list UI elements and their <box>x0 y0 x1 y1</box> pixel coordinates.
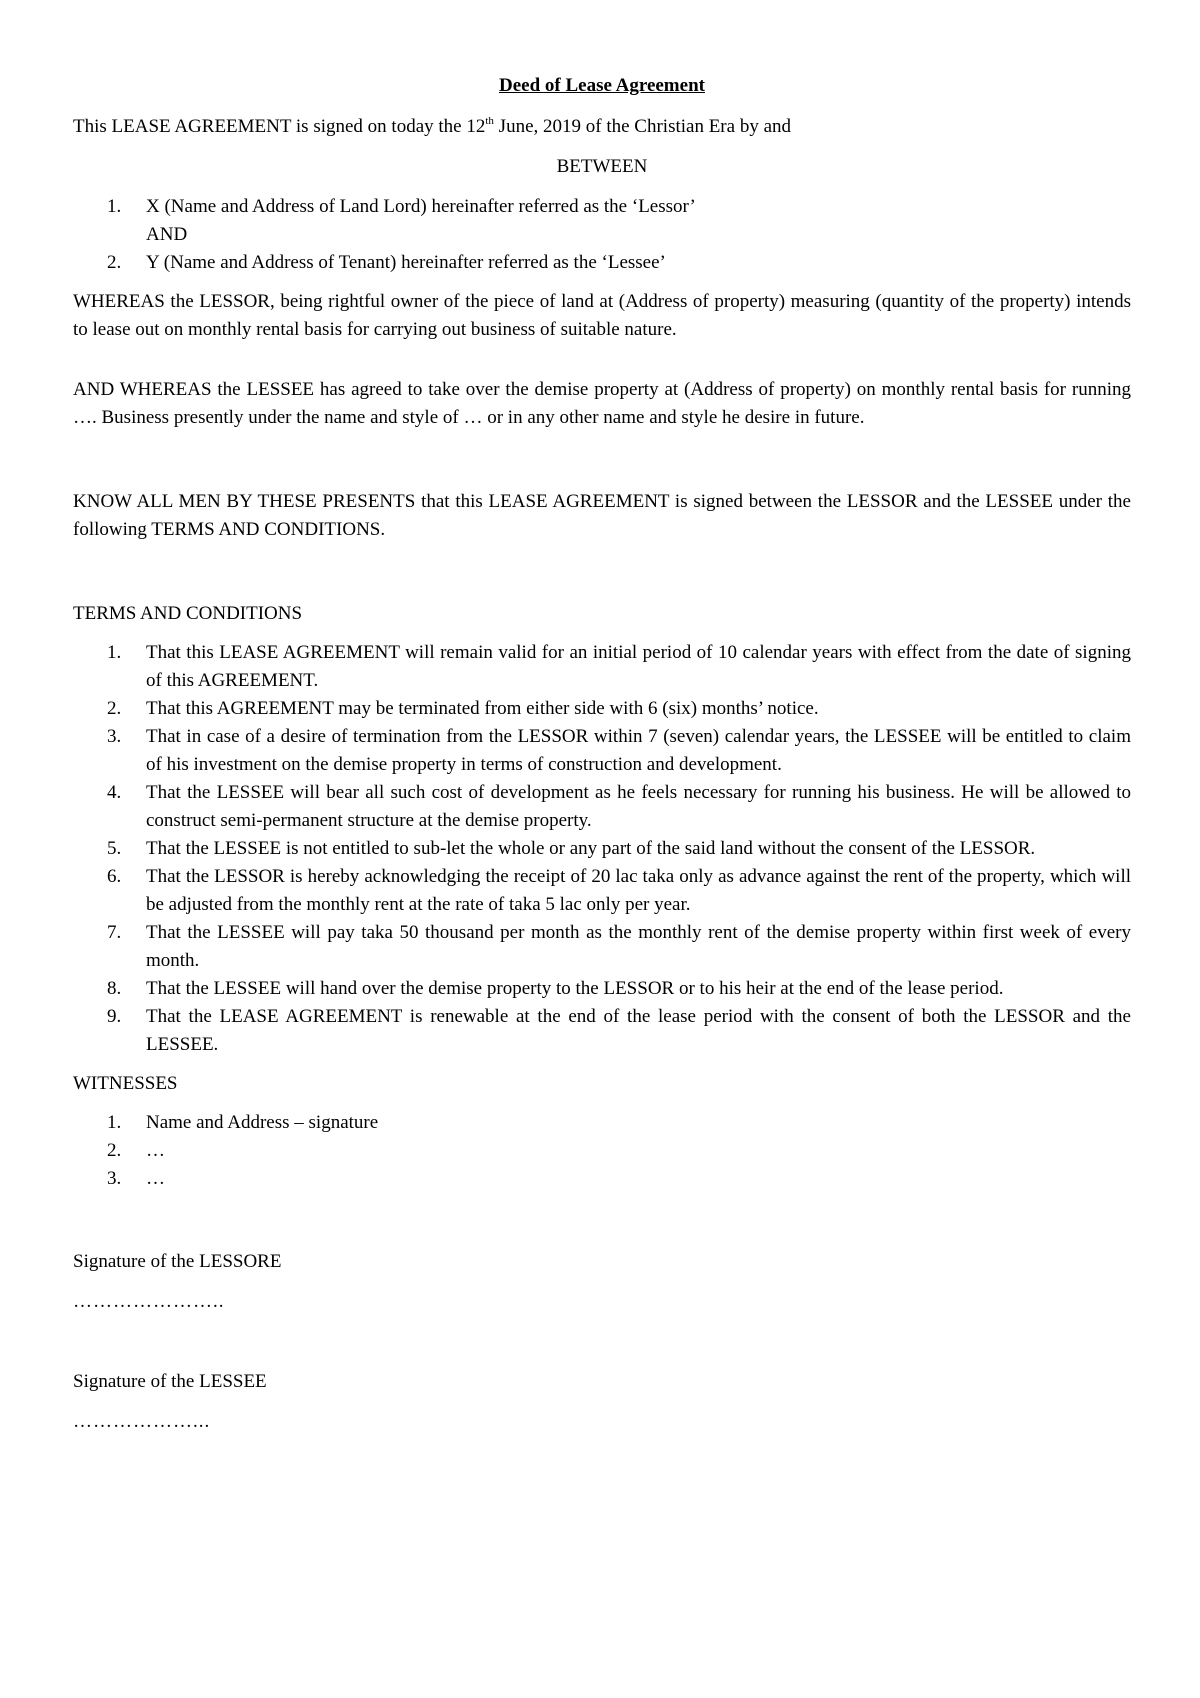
witness-item <box>73 1165 1131 1193</box>
list-number: 5. <box>107 838 122 859</box>
list-number: 7. <box>107 922 122 943</box>
term-item <box>73 723 1131 779</box>
witness-item <box>73 1109 1131 1137</box>
term-text: That the LESSEE will bear all such cost of development as he feels necessary for running his business. He will be allowed to construct semi-permanent structure at the demise property. <box>146 782 1131 831</box>
party-text: X (Name and Address of Land Lord) hereinafter referred as the ‘Lessor’ <box>146 196 696 217</box>
term-item <box>73 863 1131 919</box>
witness-text: Name and Address – signature <box>146 1112 379 1133</box>
between-heading: BETWEEN <box>556 156 648 177</box>
term-text: That the LESSEE will hand over the demise property to the LESSOR or to his heir at the end of the lease period. <box>146 978 1004 999</box>
lessee-signature-label: Signature of the LESSEE <box>73 1371 267 1392</box>
party-text: Y (Name and Address of Tenant) hereinafter referred as the ‘Lessee’ <box>146 252 666 273</box>
term-text: That the LESSEE is not entitled to sub-let the whole or any part of the said land without the consent of the LESSOR. <box>146 838 1036 859</box>
term-item <box>73 1003 1131 1059</box>
list-number: 6. <box>107 866 122 887</box>
witness-item <box>73 1137 1131 1165</box>
party-item <box>73 249 1131 277</box>
term-item <box>73 695 1131 723</box>
intro-paragraph <box>73 113 1131 141</box>
intro-text-after: June, 2019 of the Christian Era by and <box>493 116 792 137</box>
whereas-paragraph: WHEREAS the LESSOR, being rightful owner of the piece of land at (Address of property) measuring (quantity of the property) intends to lease out on monthly rental basis for carrying out business of suitable nature. <box>73 291 1131 340</box>
term-text: That in case of a desire of termination from the LESSOR within 7 (seven) calendar years, the LESSEE will be entitled to claim of his investment on the demise property in terms of construction and development. <box>146 726 1131 775</box>
party-item <box>73 193 1131 221</box>
list-number: 2. <box>107 698 122 719</box>
document-title: Deed of Lease Agreement <box>499 75 705 96</box>
list-number: 9. <box>107 1006 122 1027</box>
intro-text-before: This LEASE AGREEMENT is signed on today the 12 <box>73 116 486 137</box>
list-number: 8. <box>107 978 122 999</box>
and-whereas-paragraph: AND WHEREAS the LESSEE has agreed to take over the demise property at (Address of property) on monthly rental basis for running …. Business presently under the name and style of … or in any other name and style he desire in future. <box>73 379 1131 428</box>
term-item <box>73 975 1131 1003</box>
list-number: 2. <box>107 1140 122 1161</box>
term-item <box>73 779 1131 835</box>
list-number: 2. <box>107 252 122 273</box>
list-number: 3. <box>107 1168 122 1189</box>
term-text: That the LESSEE will pay taka 50 thousand per month as the monthly rent of the demise property within first week of every month. <box>146 922 1131 971</box>
intro-date-suffix: th <box>485 115 494 127</box>
witness-text: … <box>146 1140 165 1161</box>
term-item <box>73 835 1131 863</box>
list-number: 3. <box>107 726 122 747</box>
term-item <box>73 919 1131 975</box>
term-item <box>73 639 1131 695</box>
witnesses-list <box>73 1109 1131 1193</box>
witness-text: … <box>146 1168 165 1189</box>
witnesses-heading: WITNESSES <box>73 1073 178 1094</box>
and-connector: AND <box>146 224 188 245</box>
know-all-paragraph: KNOW ALL MEN BY THESE PRESENTS that this LEASE AGREEMENT is signed between the LESSOR and the LESSEE under the following TERMS AND CONDITIONS. <box>73 491 1131 540</box>
list-number: 1. <box>107 642 122 663</box>
parties-list-continued <box>73 249 1131 277</box>
lessor-signature-label: Signature of the LESSORE <box>73 1251 282 1272</box>
parties-list <box>73 193 1131 221</box>
document-page <box>73 72 1131 1436</box>
lessee-signature-line: ………………... <box>73 1411 211 1432</box>
list-number: 1. <box>107 196 122 217</box>
list-number: 4. <box>107 782 122 803</box>
term-text: That the LEASE AGREEMENT is renewable at the end of the lease period with the consent of both the LESSOR and the LESSEE. <box>146 1006 1131 1055</box>
term-text: That this AGREEMENT may be terminated from either side with 6 (six) months’ notice. <box>146 698 819 719</box>
terms-heading: TERMS AND CONDITIONS <box>73 603 303 624</box>
lessor-signature-line: ………………….. <box>73 1291 225 1312</box>
term-text: That the LESSOR is hereby acknowledging the receipt of 20 lac taka only as advance against the rent of the property, which will be adjusted from the monthly rent at the rate of taka 5 lac only per year. <box>146 866 1131 915</box>
list-number: 1. <box>107 1112 122 1133</box>
term-text: That this LEASE AGREEMENT will remain valid for an initial period of 10 calendar years with effect from the date of signing of this AGREEMENT. <box>146 642 1131 691</box>
terms-list <box>73 639 1131 1059</box>
